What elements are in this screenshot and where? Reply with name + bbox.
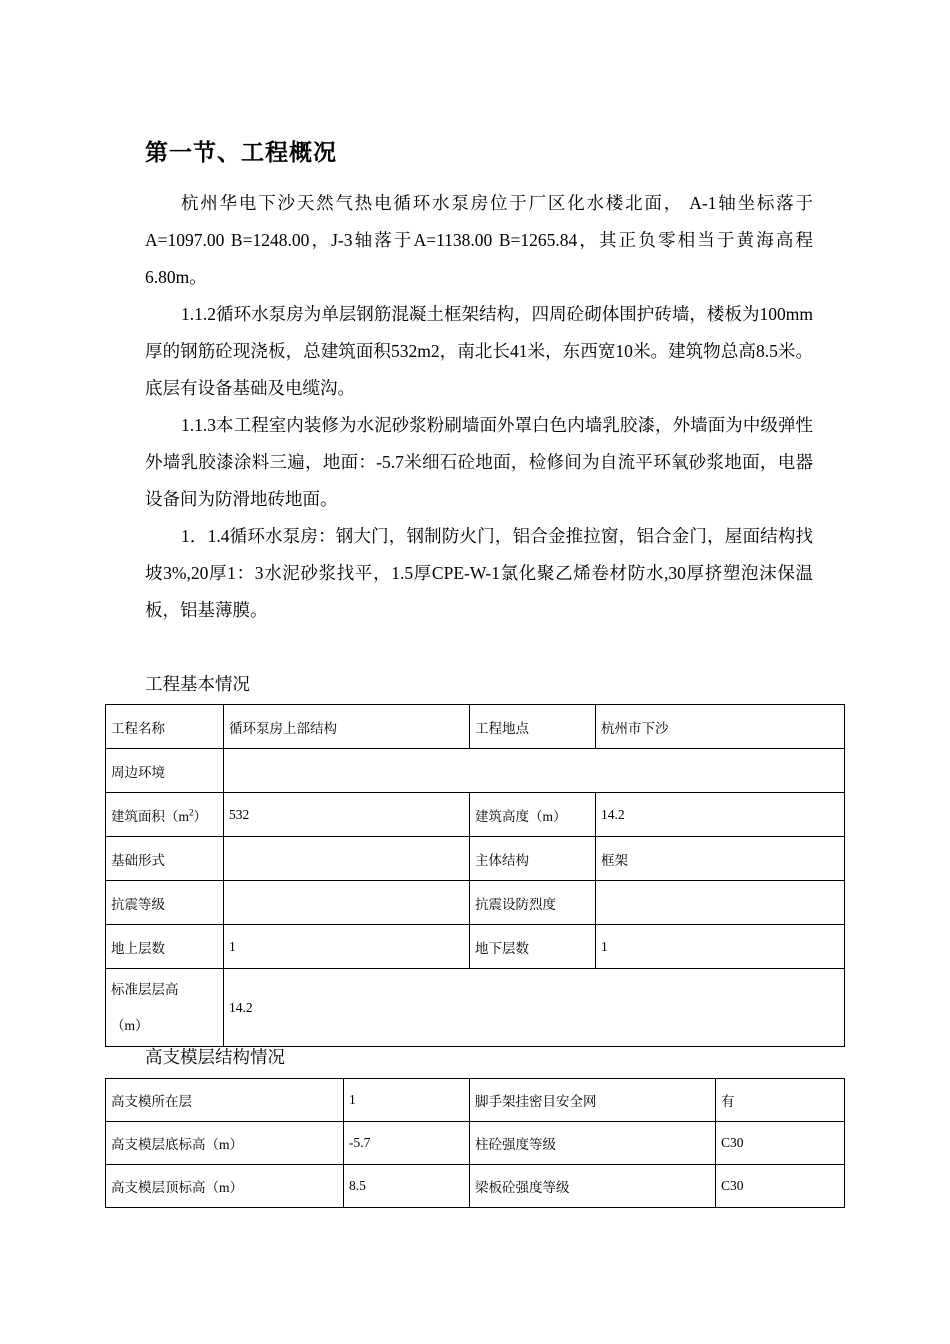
table-row (106, 793, 845, 837)
table-row (106, 749, 845, 793)
area-label-text: 建筑面积（m (111, 808, 190, 824)
table-cell-label: 工程地点 (470, 705, 596, 749)
area-label-end: ） (193, 808, 208, 824)
table-cell-value: 1 (344, 1079, 470, 1122)
paragraph-decoration: 1.1.3本工程室内装修为水泥砂浆粉刷墙面外罩白色内墙乳胶漆，外墙面为中级弹性外墙乳胶漆涂料三遍，地面：-5.7米细石砼地面，检修间为自流平环氧砂浆地面，电器设备间为防滑地砖地面。 (145, 415, 813, 509)
table-cell-label: 脚手架挂密目安全网 (470, 1079, 716, 1122)
table-row (106, 1122, 845, 1165)
table-cell-label: 柱砼强度等级 (470, 1122, 716, 1165)
table-cell-label: 高支模层顶标高（m） (106, 1165, 344, 1208)
table-cell-value: -5.7 (344, 1122, 470, 1165)
table-cell-label: 地下层数 (470, 925, 596, 969)
table-cell-value: 1 (224, 925, 470, 969)
table-row (106, 837, 845, 881)
table-cell-label: 建筑高度（m） (470, 793, 596, 837)
paragraph-location: 杭州华电下沙天然气热电循环水泵房位于厂区化水楼北面， A-1轴坐标落于A=1097.00 B=1248.00，J-3轴落于A=1138.00 B=1265.84，其正负零相当于黄海高程6.80m。 (145, 193, 813, 287)
table-cell-label (106, 969, 224, 1047)
table-cell-value: 杭州市下沙 (596, 705, 845, 749)
table-cell-value: 循环泵房上部结构 (224, 705, 470, 749)
table-cell-value: 有 (716, 1079, 845, 1122)
table-cell-value (224, 749, 845, 793)
table-cell-label: 主体结构 (470, 837, 596, 881)
table2-caption: 高支模层结构情况 (145, 1047, 285, 1067)
table-row (106, 705, 845, 749)
table-cell-value: C30 (716, 1165, 845, 1208)
table-cell-value: 框架 (596, 837, 845, 881)
table-cell-value: 8.5 (344, 1165, 470, 1208)
table-cell-label (106, 793, 224, 837)
table-cell-label: 工程名称 (106, 705, 224, 749)
table-cell-label: 抗震设防烈度 (470, 881, 596, 925)
std-floor-height-label-line1: 标准层层高 (111, 981, 179, 997)
table-cell-value (224, 881, 470, 925)
high-formwork-structure-table (105, 1078, 845, 1208)
table-cell-value: 1 (596, 925, 845, 969)
table-cell-label: 周边环境 (106, 749, 224, 793)
table-cell-label: 抗震等级 (106, 881, 224, 925)
paragraph-structure: 1.1.2循环水泵房为单层钢筋混凝土框架结构，四周砼砌体围护砖墙，楼板为100mm厚的钢筋砼现浇板，总建筑面积532m2，南北长41米，东西宽10米。建筑物总高8.5米。底层有设备基础及电缆沟。 (145, 304, 813, 398)
table-cell-value (224, 837, 470, 881)
table-cell-value: C30 (716, 1122, 845, 1165)
table-cell-label: 基础形式 (106, 837, 224, 881)
table-cell-value: 532 (224, 793, 470, 837)
table-cell-label: 梁板砼强度等级 (470, 1165, 716, 1208)
paragraph-doors-roof: 1．1.4循环水泵房：钢大门，钢制防火门，铝合金推拉窗，铝合金门，屋面结构找坡3%,20厚1：3水泥砂浆找平，1.5厚CPE-W-1氯化聚乙烯卷材防水,30厚挤塑泡沫保温板，铝基薄膜。 (145, 526, 813, 620)
table-cell-value: 14.2 (596, 793, 845, 837)
table-row (106, 1079, 845, 1122)
table-row (106, 969, 845, 1047)
std-floor-height-label-line2: （m） (111, 1017, 149, 1033)
table-cell-value: 14.2 (224, 969, 845, 1047)
table1-caption: 工程基本情况 (145, 674, 250, 694)
table-cell-label: 地上层数 (106, 925, 224, 969)
section-title: 第一节、工程概况 (145, 140, 337, 166)
project-basic-info-table (105, 704, 845, 1047)
table-cell-label: 高支模所在层 (106, 1079, 344, 1122)
table-cell-label: 高支模层底标高（m） (106, 1122, 344, 1165)
table-row (106, 925, 845, 969)
table-row (106, 1165, 845, 1208)
table-cell-value (596, 881, 845, 925)
table-row (106, 881, 845, 925)
area-label-superscript: 2 (189, 807, 194, 817)
